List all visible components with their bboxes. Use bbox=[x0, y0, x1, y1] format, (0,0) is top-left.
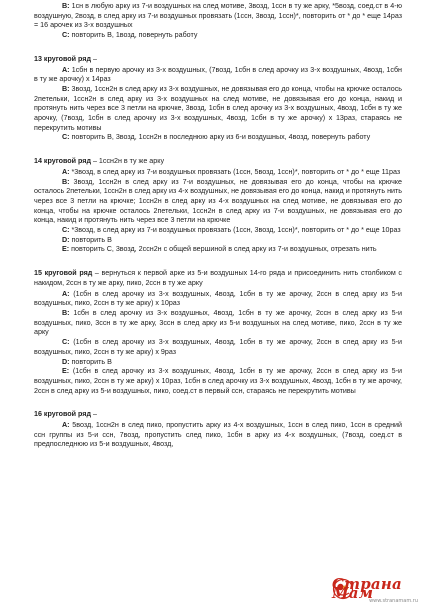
step-label: А: bbox=[62, 421, 70, 430]
row-heading-text: – вернуться к первой арке из 5-и воздушных 14-го ряда и присоединить нить столбиком с накидом, 2ссн в ту же арку, пико, 2ссн в ту же арку bbox=[34, 269, 402, 287]
row-title: 14 круговой ряд bbox=[34, 157, 91, 166]
step-text: повторить В bbox=[69, 357, 112, 366]
watermark-url: www.stranamam.ru bbox=[369, 598, 418, 605]
row-step bbox=[34, 85, 402, 134]
step-label: Е: bbox=[62, 245, 70, 254]
row-heading-text: – 1ссн2н в ту же арку bbox=[90, 157, 165, 166]
step-label: С: bbox=[62, 226, 70, 235]
step-label: А: bbox=[62, 65, 70, 74]
step-text: *3возд, в след арку из 7-и воздушных провязать (1ссн, 5возд, 1ссн)*, повторить от * до * еще 11раз bbox=[69, 167, 401, 176]
intro-step bbox=[34, 31, 402, 41]
row-step bbox=[34, 236, 402, 246]
row-step bbox=[34, 358, 402, 368]
document-body bbox=[34, 2, 402, 450]
row-step bbox=[34, 133, 402, 143]
row-heading bbox=[34, 269, 402, 288]
step-label: А: bbox=[62, 167, 70, 176]
row-step bbox=[34, 178, 402, 227]
row-heading-text: – bbox=[90, 54, 97, 63]
row-step bbox=[34, 245, 402, 255]
step-label: Е: bbox=[62, 367, 70, 376]
row-title: 13 круговой ряд bbox=[34, 54, 91, 63]
step-label: В: bbox=[62, 177, 70, 186]
step-text: повторить В, 1возд, повернуть работу bbox=[69, 31, 198, 40]
step-text: повторить В bbox=[69, 235, 112, 244]
step-text: *3возд, в след арку из 7-и воздушных провязать (1ссн, 3возд, 1ссн)*, повторить от * до * еще 10раз bbox=[69, 226, 401, 235]
step-text: 3возд, 1ссн2н в след арку из 3-х воздушных, не довязывая его до конца, чтобы на крючке осталось 2петельки, 1ссн2н в след арку из 3-х воздушных на след мотиве, не довязывая его до конца, накид и протянуть нить через все 3 петли на крючке, 3возд, 1сбн в след арочку из 3-х воздушных, 4возд, 1сбн в ту же арочку, (7возд, 1сбн в след арочку из 3-х воздушных, 4возд, 1сбн в ту же арочку) х 13раз, стараясь не перекрутить мотивы bbox=[34, 84, 403, 132]
row-title: 16 круговой ряд bbox=[34, 410, 91, 419]
row-heading bbox=[34, 55, 402, 65]
step-label: А: bbox=[62, 289, 70, 298]
step-label: D: bbox=[62, 235, 70, 244]
watermark bbox=[332, 574, 424, 608]
row-step bbox=[34, 226, 402, 236]
row-heading-text: – bbox=[90, 410, 97, 419]
row-step bbox=[34, 309, 402, 338]
row-step bbox=[34, 290, 402, 309]
row-step bbox=[34, 338, 402, 357]
step-label: С: bbox=[62, 338, 70, 347]
step-text: (1сбн в след арочку из 3-х воздушных, 4возд, 1сбн в ту же арочку, 2ссн в след арку из 5-и воздушных, пико, 2ссн в ту же арку) х 10раз bbox=[34, 289, 402, 308]
step-text: 1сбн в след арочку из 3-х воздушных, 4возд, 1сбн в ту же арочку, 2ссн в след арку из 5-и воздушных, пико, 3ссн в ту же арку, 3ссн в след арку из 5-и воздушных на след мотиве, пико, 2ссн в ту же арку bbox=[34, 308, 402, 337]
step-text: (1сбн в след арочку из 3-х воздушных, 4возд, 1сбн в ту же арочку, 2ссн в след арку из 5-и воздушных, пико, 2ссн в ту же арку) х 10раз, 1сбн в след арочку из 3-х воздушных, 4возд, 1сбн в ту же арочку, 2ссн в след арку из 5-и воздушных, пико, соед.ст в первый ссн, стараясь не перекрутить мотивы bbox=[34, 367, 402, 395]
step-label: С: bbox=[62, 31, 70, 40]
step-label: D: bbox=[62, 357, 70, 366]
watermark-text: Страна Мам bbox=[332, 574, 402, 603]
row-step bbox=[34, 367, 402, 396]
step-label: В: bbox=[62, 84, 70, 93]
step-label: С: bbox=[62, 133, 70, 142]
step-text: повторить В, 3возд, 1ссн2н в последнюю арку из 6-и воздушных, 4возд, повернуть работу bbox=[69, 133, 371, 142]
step-text: (1сбн в след арочку из 3-х воздушных, 4возд, 1сбн в ту же арочку, 2ссн в след арку из 5-и воздушных, пико, 2ссн в ту же арку) х 9раз bbox=[34, 338, 402, 356]
step-label: В: bbox=[62, 2, 70, 10]
step-text: 1сбн в первую арочку из 3-х воздушных, (7возд, 1сбн в след арочку из 3-х воздушных, 4возд, 1сбн в ту же арочку) х 14раз bbox=[34, 65, 402, 84]
row-heading bbox=[34, 157, 402, 167]
row-heading bbox=[34, 410, 402, 420]
row-step bbox=[34, 66, 402, 85]
step-text: 1сн в любую арку из 7-и воздушных на след мотиве, 3возд, 1ссн в ту же арку, *5возд, соед.ст в 4-ю воздушную, 2возд, в след арку из 7-и воздушных провязать (1ссн, 3возд, 1ссн)*, повторить от * до * еще 14раз = 16 арочек из 3-х воздушных bbox=[34, 2, 402, 30]
step-text: 3возд, 1ссн2н в след арку из 7-и воздушных, не довязывая его до конца, чтобы на крючке осталось 2петельки, 1ссн2н в след арку из 4-х воздушных, не довязывая его до конца, накид и протянуть нить через все 3 петли на крючке; 1ссн2н в след арку из 4-х воздушных на след мотиве, не довязывая его до конца, чтобы на крючке осталось 2петельки, 1ссн2н в след арку из 7-и воздушных, не довязывая его до конца, накид и протянуть нить через все 3 петли на крючке bbox=[34, 177, 402, 225]
step-label: В: bbox=[62, 308, 70, 317]
row-step bbox=[34, 168, 402, 178]
step-text: повторить С, 3возд, 2ссн2н с общей вершиной в след арку из 7-и воздушных, отрезать нить bbox=[69, 245, 377, 254]
intro-step bbox=[34, 2, 402, 31]
row-title: 15 круговой ряд bbox=[34, 269, 93, 278]
step-text: 5возд, 1ссн2н в след пико, пропустить арку из 4-х воздушных, 1ссн в след пико, 1ссн в средний ссн группы из 5-и ссн, 7возд, пропустить след пико, 1сбн в арку из 4-х воздушных, (7возд, соед.ст в предпоследнюю из 5-и воздушных, 4возд, bbox=[34, 421, 402, 449]
row-step bbox=[34, 421, 402, 450]
